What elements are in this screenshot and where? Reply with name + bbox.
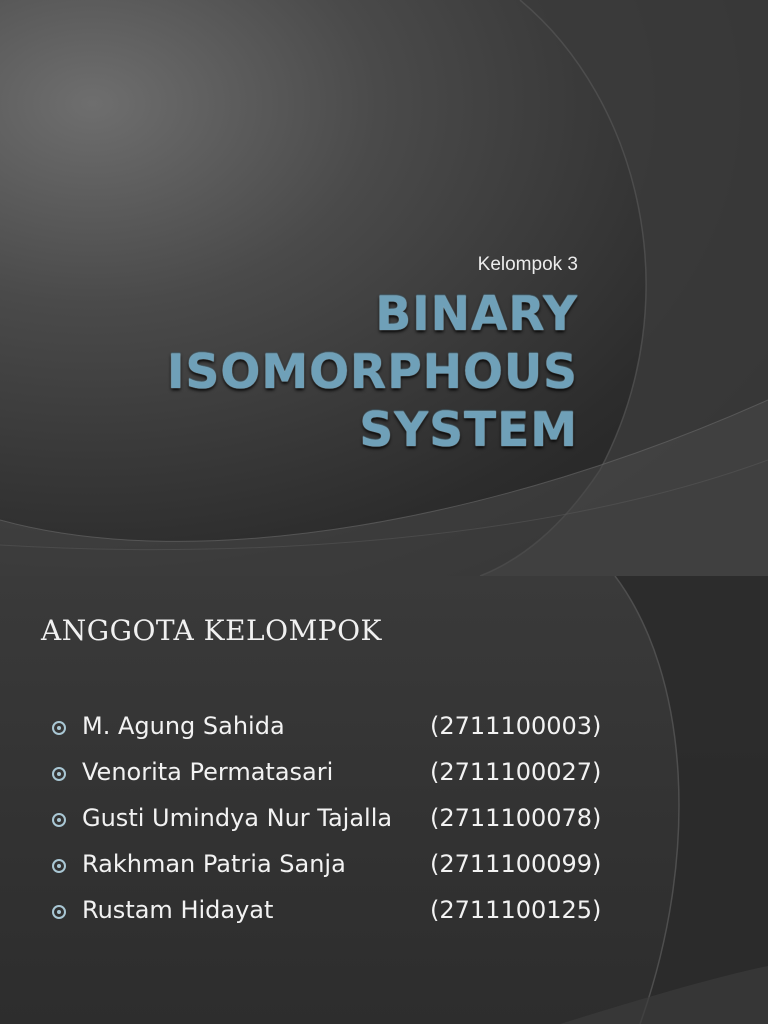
circle-dot-bullet-icon <box>52 767 66 781</box>
member-name: M. Agung Sahida <box>82 712 285 740</box>
member-id: (2711100003) <box>430 712 602 740</box>
list-item <box>52 850 632 896</box>
member-id: (2711100078) <box>430 804 602 832</box>
circle-dot-bullet-icon <box>52 721 66 735</box>
title-line-2: ISOMORPHOUS <box>167 345 578 400</box>
members-slide <box>0 576 768 1024</box>
member-id: (2711100125) <box>430 896 602 924</box>
members-heading: ANGGOTA KELOMPOK <box>41 614 382 647</box>
member-name: Gusti Umindya Nur Tajalla <box>82 804 393 832</box>
circle-dot-bullet-icon <box>52 905 66 919</box>
members-list <box>52 712 632 942</box>
member-name: Venorita Permatasari <box>82 758 334 786</box>
list-item <box>52 758 632 804</box>
member-name: Rustam Hidayat <box>82 896 274 924</box>
list-item <box>52 804 632 850</box>
presentation-title <box>167 286 578 460</box>
title-line-1: BINARY <box>375 287 578 342</box>
subtitle: Kelompok 3 <box>477 254 578 275</box>
member-name: Rakhman Patria Sanja <box>82 850 346 878</box>
list-item <box>52 712 632 758</box>
member-id: (2711100027) <box>430 758 602 786</box>
circle-dot-bullet-icon <box>52 813 66 827</box>
circle-dot-bullet-icon <box>52 859 66 873</box>
member-id: (2711100099) <box>430 850 602 878</box>
list-item <box>52 896 632 942</box>
title-line-3: SYSTEM <box>359 403 578 458</box>
